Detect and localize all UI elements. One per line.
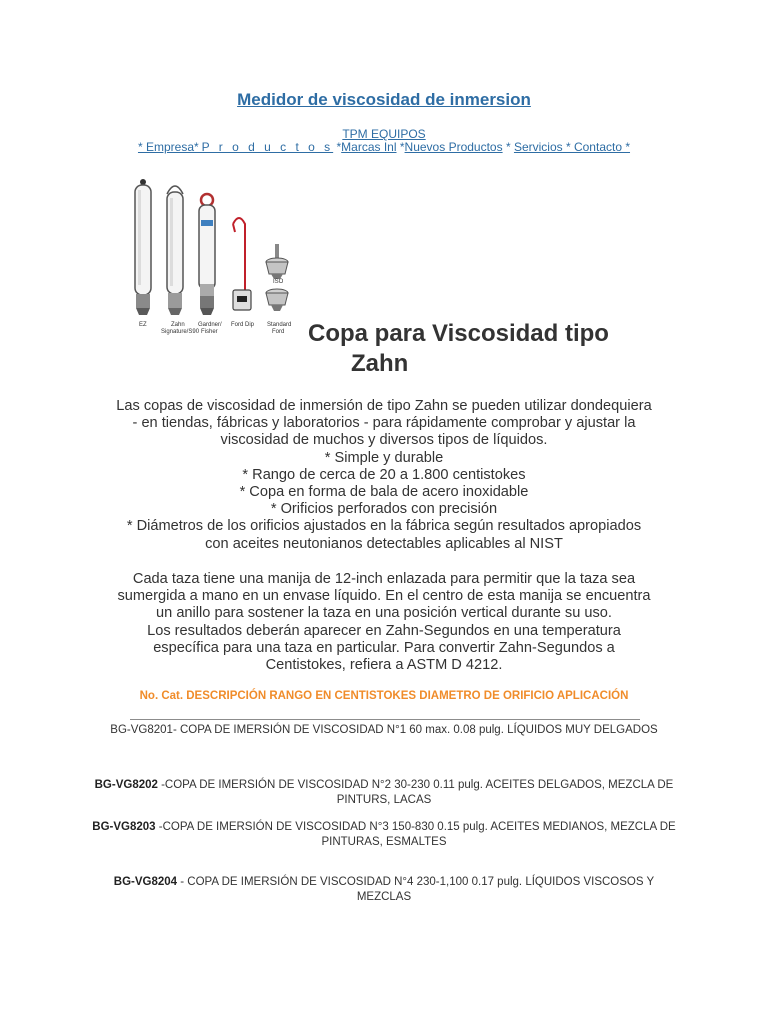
nav-marcas-link[interactable]: Marcas Inl [341,140,397,154]
figure-label-ford-dip: Ford Dip [231,322,255,328]
figure-label-fisher: Fisher [201,329,218,335]
feature-item: * Rango de cerca de 20 a 1.800 centistokes [242,466,526,483]
usage-line: Cada taza tiene una manija de 12-inch enlazada para permitir que la taza sea [132,571,636,587]
nav-empresa-link[interactable]: * Empresa [137,140,194,154]
product-heading-line-1: Copa para Viscosidad tipo [308,320,609,347]
nav-separator: * [333,140,342,154]
catalog-row [90,723,678,738]
product-heading [308,319,728,379]
nav-separator: * [396,140,405,154]
figure-label-gardner: Gardner/ [198,322,222,328]
figure-label-zahn-signature: Signature/S90 [161,329,200,335]
standard-ford-cup-icon [266,289,288,311]
figure-label-standard: Standard [267,322,292,328]
catalog-row-text: - COPA DE IMERSIÓN DE VISCOSIDAD N°4 230-1,100 0.17 pulg. LÍQUIDOS VISCOSOS Y MEZCLAS [177,876,655,903]
figure-label-ford: Ford [272,329,285,335]
usage-line: sumergida a mano en un envase líquido. En el centro de esta manija se encuentra [117,588,651,605]
zahn-cup-icon [167,186,183,315]
page-title[interactable]: Medidor de viscosidad de inmersion [237,90,531,109]
description-line: Las copas de viscosidad de inmersión de tipo Zahn se pueden utilizar dondequiera [116,398,652,414]
figure-label-zahn: Zahn [171,322,185,328]
usage-line: Centistokes, refiera a ASTM D 4212. [265,657,503,674]
catalog-row-text: -COPA DE IMERSIÓN DE VISCOSIDAD N°2 30-230 0.11 pulg. ACEITES DELGADOS, MEZCLA DE PINTURS, LACAS [157,779,674,806]
figure-label-iso: ISO [273,279,284,285]
catalog-row [90,778,678,807]
nav-nuevos-productos-link[interactable]: Nuevos Productos [404,140,503,154]
figure-label-ez: EZ [139,322,147,328]
ez-dip-cup-icon [135,179,151,315]
nav-bar [0,140,768,154]
feature-item: * Orificios perforados con precisión [270,501,498,518]
catalog-row-text: -COPA DE IMERSIÓN DE VISCOSIDAD N°3 150-830 0.15 pulg. ACEITES MEDIANOS, MEZCLA DE PINTURAS, ESMALTES [155,821,676,848]
viscosity-cups-figure [127,172,307,336]
catalog-table-header: No. Cat. DESCRIPCIÓN RANGO EN CENTISTOKES DIAMETRO DE ORIFICIO APLICACIÓN [139,690,629,702]
catalog-row-text: BG-VG8201- COPA DE IMERSIÓN DE VISCOSIDAD N°1 60 max. 0.08 pulg. LÍQUIDOS MUY DELGADOS [110,724,658,736]
feature-item: * Diámetros de los orificios ajustados en la fábrica según resultados apropiados [126,518,642,535]
description-paragraph [95,398,673,553]
description-line: - en tiendas, fábricas y laboratorios - para rápidamente comprobar y ajustar la [132,415,636,432]
catalog-row [90,820,678,849]
ford-dip-cup-icon [233,218,251,310]
feature-item: * Copa en forma de bala de acero inoxidable [239,484,529,501]
product-heading-line-2: Zahn [351,350,409,377]
gardner-fisher-cup-icon [199,194,215,315]
nav-productos-link[interactable]: *P r o d u c t o s [194,140,334,154]
catalog-code: BG-VG8204 [113,876,178,888]
usage-line: específica para una taza en particular. Para convertir Zahn-Segundos a [153,639,615,656]
usage-line: un anillo para sostener la taza en una posición vertical durante su uso. [156,605,612,622]
iso-cup-icon [266,244,288,279]
table-divider [130,719,640,720]
usage-line: Los resultados deberán aparecer en Zahn-Segundos en una temperatura [147,622,621,639]
feature-item: * Simple y durable [324,449,444,466]
nav-servicios-contacto-link[interactable]: Servicios * Contacto * [513,140,631,154]
feature-item: con aceites neutonianos detectables aplicables al NIST [205,535,563,552]
nav-separator: * [502,140,514,154]
catalog-code: BG-VG8202 [94,779,158,791]
description-line: viscosidad de muchos y diversos tipos de líquidos. [220,432,548,449]
catalog-code: BG-VG8203 [92,821,156,833]
company-link[interactable]: TPM EQUIPOS [342,127,426,141]
catalog-row [90,875,678,904]
usage-paragraph [95,571,673,674]
